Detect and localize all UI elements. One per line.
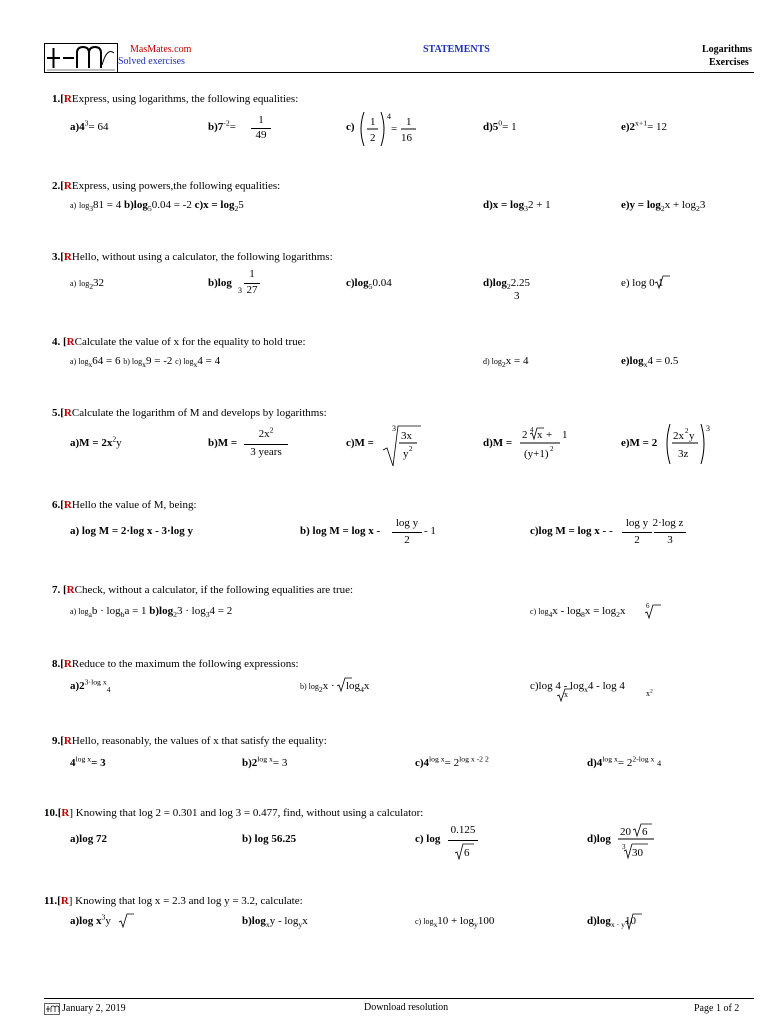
download-resolution-link[interactable]: Download resolution [364, 1002, 449, 1013]
question-text: Hello, reasonably, the values of x that satisfy the equality: [71, 735, 327, 747]
item-b: b) log M = log x - [300, 525, 381, 537]
item-d: d)log [587, 833, 611, 845]
item-c: c) $\log_4x - \log_8x = \log_2x$ [530, 605, 626, 620]
items-ab: a) $\log_ab \cdot \log_ba = 1$ $b)\log_23 \cdot \log_34 = 2$ [70, 605, 233, 620]
question-number: 2.[ [52, 180, 64, 192]
item-d: $d)5^0= 1$ [483, 118, 517, 133]
footer-rule [44, 998, 754, 999]
svg-text:3z: 3z [678, 448, 689, 460]
resolution-link[interactable]: R [63, 180, 72, 192]
resolution-link[interactable]: R [63, 93, 72, 105]
question-text: Calculate the logarithm of M and develops by logarithms: [71, 407, 327, 419]
svg-text:30: 30 [632, 847, 643, 859]
svg-text:3: 3 [392, 424, 396, 433]
item-b: $b)7^{-2}=$ [208, 118, 236, 133]
svg-text:20: 20 [620, 826, 631, 838]
svg-text:y: y [403, 448, 409, 460]
svg-text:3: 3 [622, 843, 626, 851]
question-text: Reduce to the maximum the following expressions: [71, 658, 299, 670]
svg-text:2: 2 [550, 445, 554, 453]
question-number: 8.[ [52, 658, 64, 670]
resolution-link[interactable]: R [66, 584, 75, 596]
formula-c [358, 110, 434, 148]
resolution-link[interactable]: R [63, 407, 72, 419]
resolution-link[interactable]: R [63, 251, 72, 263]
svg-text:4: 4 [387, 112, 391, 121]
radical-icon [624, 912, 642, 930]
svg-text:1: 1 [406, 116, 412, 128]
cube-root-c [381, 422, 421, 468]
question-number: 11.[ [44, 895, 61, 907]
svg-text:2x: 2x [673, 430, 684, 442]
resolution-link[interactable]: R [63, 499, 72, 511]
item-e: $e)y = \log_2x + \log_23$ [621, 199, 706, 214]
svg-text:+: + [546, 429, 553, 441]
question-text: ] Knowing that log x = 2.3 and log y = 3.2, calculate: [68, 895, 303, 907]
svg-text:4: 4 [530, 426, 534, 434]
items-abc: a) $\log_381 = 4$ $b)\log_50.04 = -2$ $c)x = \log_25$ [70, 199, 244, 214]
page-number: Page 1 of 2 [694, 1003, 740, 1014]
svg-text:1: 1 [562, 429, 568, 441]
svg-text:6: 6 [464, 847, 470, 859]
item-c: c) log [415, 833, 441, 845]
header-rule [44, 72, 754, 73]
masmates-logo [44, 43, 118, 73]
footer-date: January 2, 2019 [62, 1003, 126, 1014]
item-b: $b)2^{log x}= 3$ [242, 754, 288, 769]
item-e: $e)\log_x4 = 0.5$ [621, 355, 679, 370]
question-number: 7. [ [52, 584, 67, 596]
svg-text:2: 2 [409, 445, 413, 453]
item-d: $d)\log_22.25$ [483, 277, 530, 292]
svg-text:y: y [689, 430, 695, 442]
svg-text:2: 2 [685, 427, 689, 435]
question-number: 10.[ [44, 807, 62, 819]
item-e: e) log 0 [621, 277, 655, 289]
site-subtitle[interactable]: Solved exercises [118, 56, 185, 67]
svg-text:6: 6 [646, 602, 650, 610]
svg-text:2: 2 [370, 132, 376, 144]
item-c: c)log M = log x - - [530, 525, 613, 537]
item-a: $a)2^{3\cdot log x}_4$ [70, 677, 111, 695]
question-number: 5.[ [52, 407, 64, 419]
item-d: d)M = [483, 437, 513, 449]
svg-text:(y+1): (y+1) [524, 448, 549, 460]
question-text: Calculate the value of x for the equality to hold true: [74, 336, 306, 348]
item-b: $b)\log_xy - \log_yx$ [242, 915, 308, 930]
question-text: Hello the value of M, being: [71, 499, 197, 511]
site-name[interactable]: MasMates.com [130, 44, 192, 55]
formula-e [664, 422, 716, 466]
item-a: $a)M = 2x^2y$ [70, 434, 122, 449]
item-c: c) [346, 121, 355, 133]
radical-icon [118, 912, 134, 928]
item-c: c) $\log_x10 + \log_y100$ [415, 915, 495, 930]
item-e: $e)2^{x+1}= 12$ [621, 118, 668, 133]
formula-d [518, 424, 574, 464]
question-number: 9.[ [52, 735, 64, 747]
svg-text:6: 6 [642, 826, 648, 838]
resolution-link[interactable]: R [63, 735, 72, 747]
item-b: b)M = [208, 437, 238, 449]
resolution-link[interactable]: R [63, 658, 72, 670]
item-b: b) log 56.25 [242, 833, 297, 845]
svg-text:3x: 3x [401, 430, 412, 442]
question-text: ] Knowing that log 2 = 0.301 and log 3 = 0.477, find, without using a calculator: [69, 807, 424, 819]
question-number: 3.[ [52, 251, 64, 263]
question-number: 6.[ [52, 499, 64, 511]
item-a: a) $\log_232$ [70, 277, 105, 292]
question-text: Check, without a calculator, if the following equalities are true: [74, 584, 354, 596]
topic: Logarithms [702, 44, 752, 55]
svg-text:=: = [391, 123, 398, 135]
formula-d [618, 822, 662, 862]
section: Exercises [709, 57, 749, 68]
question-text: Hello, without using a calculator, the following logarithms: [71, 251, 333, 263]
radical-icon [454, 842, 476, 860]
svg-text:1: 1 [370, 116, 376, 128]
item-c: $c)\log_50.04$ [346, 277, 392, 292]
question-number: 4. [ [52, 336, 67, 348]
item-d: $d)x = \log_32 + 1$ [483, 199, 551, 214]
question-text: Express, using logarithms, the following equalities: [71, 93, 299, 105]
masmates-small-logo-icon [44, 1003, 60, 1015]
item-d: $d)4^{log x}= 2^{2-log x}$ 4 [587, 754, 662, 769]
svg-text:3: 3 [706, 424, 710, 433]
item-a: a)log $x^3y$ [70, 912, 111, 927]
item-a: $4^{log x}= 3$ [70, 754, 106, 769]
resolution-link[interactable]: R [60, 895, 69, 907]
item-d: $d)\log_{x \cdot y}10$ [587, 915, 636, 930]
item-e: e)M = 2 [621, 437, 658, 449]
item-a: a)log 72 [70, 833, 107, 845]
item-a: $a)4^3= 64$ [70, 118, 109, 133]
item-a: a) log M = 2·log x - 3·log y [70, 525, 193, 537]
question-number: 1.[ [52, 93, 64, 105]
svg-text:16: 16 [401, 132, 412, 144]
item-d: d) $\log_2x = 4$ [483, 355, 529, 370]
resolution-link[interactable]: R [66, 336, 75, 348]
item-b: b) $\log_2x$ · [300, 680, 335, 695]
items-abc: a) $\log_x64 = 6$ b) $\log_x9 = -2$ c) $\log_x4 = 4$ [70, 355, 221, 370]
radical-icon [644, 601, 662, 619]
item-b: b)log [208, 277, 232, 289]
question-text: Express, using powers,the following equalities: [71, 180, 281, 192]
item-c: c)log $4 - \log_x4$ - log 4 [530, 680, 625, 695]
page-title: STATEMENTS [423, 44, 490, 55]
item-c: c)M = [346, 437, 374, 449]
item-c: $c)4^{log x}= 2^{log x -2 2}$ [415, 754, 489, 769]
resolution-link[interactable]: R [61, 807, 70, 819]
svg-text:x: x [537, 429, 543, 441]
svg-text:2: 2 [522, 429, 528, 441]
